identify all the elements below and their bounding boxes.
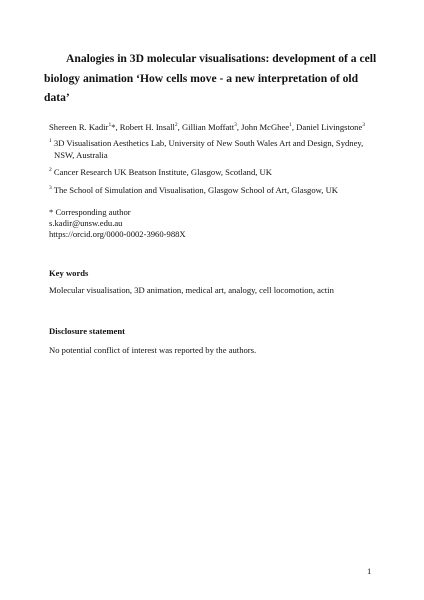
corresponding-author-orcid[interactable]: https://orcid.org/0000-0002-3960-988X [49, 229, 186, 240]
affiliation-text: 3D Visualisation Aesthetics Lab, University of New South Wales Art and Design, Sydney, [53, 138, 364, 148]
affiliation-2 [49, 167, 379, 179]
disclosure-text: No potential conflict of interest was reported by the authors. [49, 345, 257, 355]
affiliation-text: Cancer Research UK Beatson Institute, Glasgow, Scotland, UK [53, 167, 272, 177]
affiliation-1 [49, 138, 379, 161]
corresponding-author-block [49, 207, 379, 241]
author-name: Daniel Livingstone [296, 122, 363, 132]
disclosure-heading: Disclosure statement [49, 326, 125, 336]
paper-title: Analogies in 3D molecular visualisations: development of a cell biology animation ‘How cells move - a new interpretation of old data’ [44, 52, 377, 104]
affiliation-3 [49, 185, 379, 197]
keywords-heading: Key words [49, 268, 89, 278]
corresponding-marker: * [111, 122, 116, 132]
author-name: Gillian Moffatt [181, 122, 235, 132]
author-affiliation-marker: 3 [234, 122, 237, 128]
author-name: John McGhee [241, 122, 290, 132]
author-affiliation-marker: 1 [289, 122, 292, 128]
author-name: Robert H. Insall [119, 122, 175, 132]
author-affiliation-marker: 2 [174, 122, 178, 128]
author-affiliation-marker: 3 [362, 122, 366, 128]
affiliation-marker: 1 [49, 138, 52, 144]
author-affiliation-marker: 1 [108, 122, 112, 128]
affiliation-marker: 2 [49, 167, 52, 173]
affiliation-text-continued: NSW, Australia [54, 149, 108, 160]
corresponding-author-email[interactable]: s.kadir@unsw.edu.au [49, 218, 123, 229]
keywords-text: Molecular visualisation, 3D animation, medical art, analogy, cell locomotion, actin [49, 285, 334, 295]
corresponding-author-label: * Corresponding author [49, 207, 131, 217]
author-name: Shereen R. Kadir [49, 122, 109, 132]
page-number: 1 [367, 566, 372, 576]
author-list: Shereen R. Kadir$^1$*, Robert H. Insall$^2$, Gillian Moffatt$^3$, John McGhee$^1$, Daniel Livingstone$^3$ [49, 122, 366, 132]
affiliation-text: The School of Simulation and Visualisation, Glasgow School of Art, Glasgow, UK [53, 185, 338, 195]
affiliation-marker: 3 [49, 185, 52, 191]
